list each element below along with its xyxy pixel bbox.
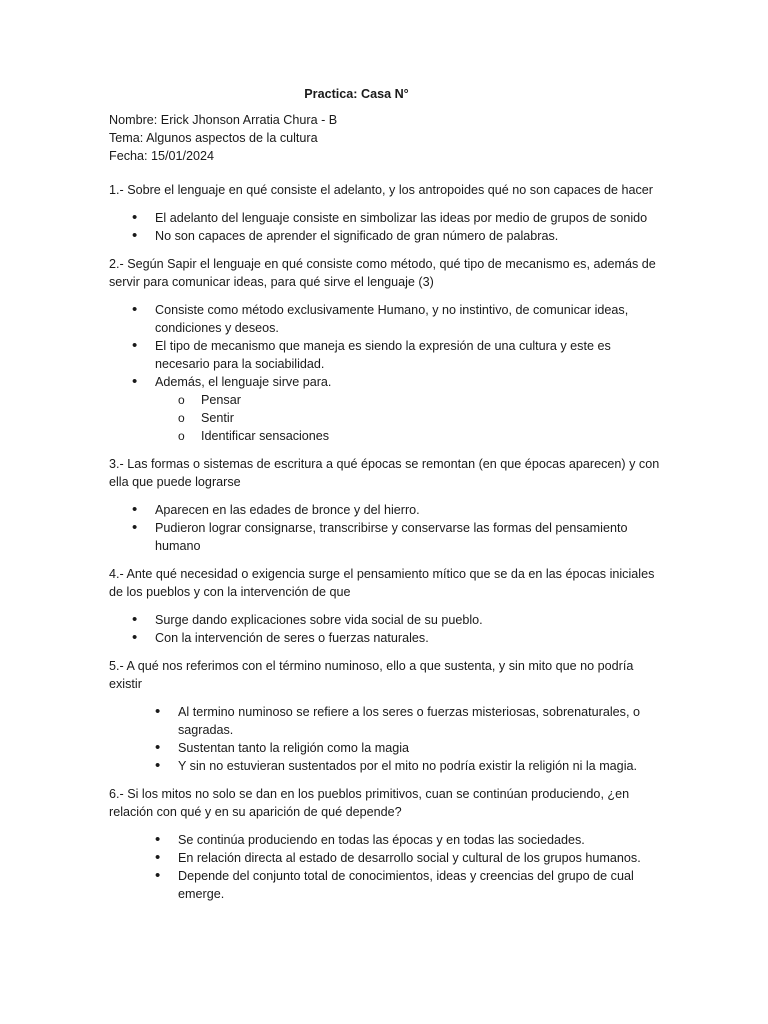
- question-5: 5.- A qué nos referimos con el término numinoso, ello a que sustenta, y sin mito que no podría existir: [109, 659, 634, 691]
- answer-item: • En relación directa al estado de desarrollo social y cultural de los grupos humanos.: [178, 849, 668, 867]
- answer-list-1: [109, 209, 668, 245]
- question-1: 1.- Sobre el lenguaje en qué consiste el adelanto, y los antropoides qué no son capaces de hacer: [109, 183, 654, 197]
- answer-list-4: [109, 611, 668, 647]
- document-title: Practica: Casa N°: [304, 87, 409, 101]
- answer-item: • Al termino numinoso se refiere a los seres o fuerzas misteriosas, sobrenaturales, o sagradas.: [178, 703, 668, 739]
- subanswer-item: o Identificar sensaciones: [201, 427, 668, 445]
- answer-list-6: [109, 831, 668, 903]
- answer-item: • Con la intervención de seres o fuerzas naturales.: [155, 629, 668, 647]
- student-name-line: Nombre: Erick Jhonson Arratia Chura - B: [109, 113, 338, 127]
- answer-item: • El adelanto del lenguaje consiste en simbolizar las ideas por medio de grupos de sonido: [155, 209, 668, 227]
- answer-item-text: Además, el lenguaje sirve para.: [155, 375, 332, 389]
- subanswer-item: o Sentir: [201, 409, 668, 427]
- answer-item: • Se continúa produciendo en todas las épocas y en todas las sociedades.: [178, 831, 668, 849]
- answer-sublist: [155, 391, 668, 445]
- document-header-info: [109, 111, 668, 165]
- answer-list-2: [109, 301, 668, 445]
- answer-item: • Depende del conjunto total de conocimientos, ideas y creencias del grupo de cual emerge.: [178, 867, 668, 903]
- answer-item: • Sustentan tanto la religión como la magia: [178, 739, 668, 757]
- date-line: Fecha: 15/01/2024: [109, 149, 215, 163]
- answer-item: • Y sin no estuvieran sustentados por el mito no podría existir la religión ni la magia.: [178, 757, 668, 775]
- answer-item: • Aparecen en las edades de bronce y del hierro.: [155, 501, 668, 519]
- question-3: 3.- Las formas o sistemas de escritura a qué épocas se remontan (en que épocas aparecen) y con ella que puede lograrse: [109, 457, 660, 489]
- answer-item: • Surge dando explicaciones sobre vida social de su pueblo.: [155, 611, 668, 629]
- question-2: 2.- Según Sapir el lenguaje en qué consiste como método, qué tipo de mecanismo es, además de servir para comunicar ideas, para qué sirve el lenguaje (3): [109, 257, 656, 289]
- subanswer-item: o Pensar: [201, 391, 668, 409]
- question-6: 6.- Si los mitos no solo se dan en los pueblos primitivos, cuan se continúan produciendo, ¿en relación con qué y en su aparición de qué depende?: [109, 787, 630, 819]
- answer-item: • Pudieron lograr consignarse, transcribirse y conservarse las formas del pensamiento humano: [155, 519, 668, 555]
- answer-item: • No son capaces de aprender el significado de gran número de palabras.: [155, 227, 668, 245]
- answer-item: • Consiste como método exclusivamente Humano, y no instintivo, de comunicar ideas, condiciones y deseos.: [155, 301, 668, 337]
- answer-list-5: [109, 703, 668, 775]
- answer-item-with-sublist: [155, 373, 668, 445]
- answer-list-3: [109, 501, 668, 555]
- topic-line: Tema: Algunos aspectos de la cultura: [109, 131, 318, 145]
- question-4: 4.- Ante qué necesidad o exigencia surge el pensamiento mítico que se da en las épocas iniciales de los pueblos y con la intervención de que: [109, 567, 655, 599]
- answer-item: • El tipo de mecanismo que maneja es siendo la expresión de una cultura y este es necesario para la sociabilidad.: [155, 337, 668, 373]
